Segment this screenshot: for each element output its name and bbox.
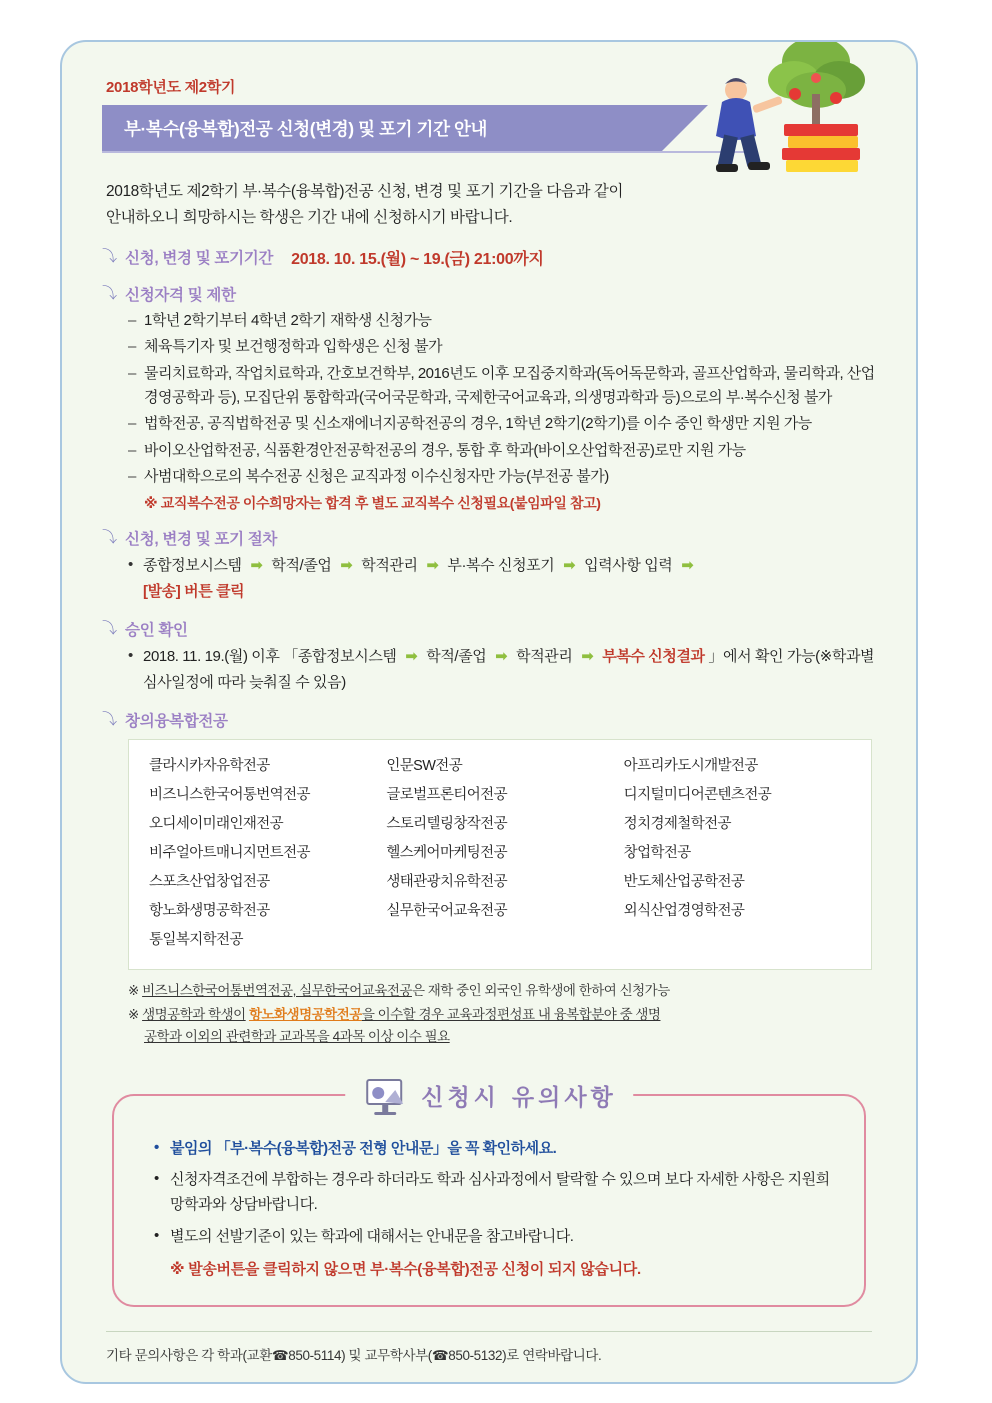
major-item: 스포츠산업창업전공	[149, 873, 270, 890]
intro-line-1: 2018학년도 제2학기 부·복수(융복합)전공 신청, 변경 및 포기 기간을 다음과 같이	[106, 183, 624, 200]
footnote-2-part-b: 을 이수할 경우 교육과정편성표 내 융복합분야 중 생명	[361, 1007, 661, 1023]
list-item	[128, 644, 876, 695]
section-period-value: 2018. 10. 15.(월) ~ 19.(금) 21:00까지	[291, 251, 544, 269]
footnote-1	[128, 980, 872, 1002]
procedure-step-2: 학적/졸업	[271, 557, 332, 575]
major-item: 생태관광치유학전공	[386, 873, 507, 890]
footnote-mark: ※	[128, 982, 139, 998]
list-item: – 1학년 2학기부터 4학년 2학기 재학생 신청가능	[128, 309, 876, 333]
kicker-text: 2018학년도 제2학기	[106, 79, 236, 96]
convergence-footnotes	[128, 980, 872, 1048]
section-qualification-title: 신청자격 및 제한	[125, 287, 236, 305]
list-item: – 법학전공, 공직법학전공 및 신소재에너지공학전공의 경우, 1학년 2학기(2학기)를 이수 중인 학생만 지원 가능	[128, 412, 876, 436]
section-approval-title: 승인 확인	[125, 622, 188, 640]
intro-line-2: 안내하오니 희망하시는 학생은 기간 내에 신청하시기 바랍니다.	[106, 208, 513, 226]
procedure-step-1: 종합정보시스템	[143, 557, 242, 575]
major-item: 스토리텔링창작전공	[386, 816, 507, 833]
title-banner	[102, 105, 662, 151]
section-period-title: 신청, 변경 및 포기기간	[125, 250, 274, 268]
notice-warning: ※ 발송버튼을 클릭하지 않으면 부·복수(융복합)전공 신청이 되지 않습니다.	[170, 1260, 641, 1278]
footnote-2-part-a: 생명공학과 학생이	[142, 1007, 246, 1023]
procedure-send-button-label: [발송] 버튼 클릭	[143, 582, 245, 600]
procedure-step-3: 학적관리	[361, 557, 418, 575]
list-item: – 물리치료학과, 작업치료학과, 간호보건학부, 2016년도 이후 모집중지학과(독어독문학과, 골프산업학과, 물리학과, 산업경영공학과 등), 모집단위 통합학과(국어국문학과, 국제한국어교육과, 의생명과학과 등)으로의 부·복수신청 불가	[128, 362, 876, 411]
footnote-2-link: 항노화생명공학전공	[248, 1007, 362, 1023]
footnote-1-rest: 은 재학 중인 외국인 유학생에 한하여 신청가능	[411, 982, 670, 998]
arrow-right-icon: ➡	[250, 557, 263, 575]
notice-box	[112, 1085, 866, 1307]
footer-contact: 기타 문의사항은 각 학과(교환☎850-5114) 및 교무학사부(☎850-5132)로 연락바랍니다.	[106, 1331, 872, 1364]
approval-path-2: 학적/졸업	[426, 648, 487, 666]
major-item: 글로벌프론티어전공	[386, 787, 507, 804]
arrow-right-icon: ➡	[563, 557, 576, 575]
arrow-icon: ⤵	[102, 620, 118, 638]
major-item: 정치경제철학전공	[623, 816, 731, 833]
major-item	[386, 928, 613, 953]
approval-path-4: 부복수 신청결과	[602, 648, 705, 666]
list-item: • 붙임의 「부·복수(융복합)전공 전형 안내문」을 꼭 확인하세요.	[154, 1137, 838, 1162]
list-item: – 사범대학으로의 복수전공 신청은 교직과정 이수신청자만 가능(부전공 불가)	[128, 465, 876, 489]
major-item: 비즈니스한국어통번역전공	[149, 787, 310, 804]
arrow-icon: ⤵	[102, 711, 118, 729]
section-procedure-title: 신청, 변경 및 포기 절차	[125, 531, 278, 549]
approval-path-1: 「종합정보시스템	[283, 648, 397, 666]
section-period	[102, 246, 876, 269]
notice-heading	[345, 1076, 633, 1116]
qualification-note: ※ 교직복수전공 이수희망자는 합격 후 별도 교직복수 신청필요(붙임파일 참고)	[144, 495, 601, 512]
arrow-icon: ⤵	[102, 248, 118, 266]
arrow-right-icon: ➡	[340, 557, 353, 575]
arrow-right-icon: ➡	[681, 557, 694, 575]
poster-card	[60, 40, 918, 1384]
major-item: 아프리카도시개발전공	[623, 758, 758, 775]
major-item: 클라시카자유학전공	[149, 758, 270, 775]
list-item: • 신청자격조건에 부합하는 경우라 하더라도 학과 심사과정에서 탈락할 수 있으며 보다 자세한 사항은 지원희망학과와 상담바랍니다.	[154, 1168, 838, 1218]
qualification-list	[128, 309, 876, 489]
major-item: 외식산업경영학전공	[623, 902, 745, 919]
major-item: 인문SW전공	[386, 758, 463, 775]
major-item: 오디세이미래인재전공	[149, 816, 284, 833]
tree-books-illustration	[664, 40, 894, 192]
notice-list	[154, 1137, 838, 1250]
footnote-mark: ※	[128, 1007, 139, 1023]
section-qualification	[102, 283, 876, 305]
arrow-right-icon: ➡	[581, 648, 594, 666]
major-item: 헬스케어마케팅전공	[386, 845, 507, 862]
list-item: – 바이오산업학전공, 식품환경안전공학전공의 경우, 통합 후 학과(바이오산업학전공)로만 지원 가능	[128, 439, 876, 463]
major-item: 창업학전공	[623, 845, 691, 862]
approval-list	[128, 644, 876, 695]
major-item: 통일복지학전공	[149, 931, 243, 948]
majors-table	[128, 739, 872, 970]
list-item: • 별도의 선발기준이 있는 학과에 대해서는 안내문을 참고바랍니다.	[154, 1225, 838, 1250]
major-item: 항노화생명공학전공	[149, 902, 270, 919]
major-item: 비주얼아트매니지먼트전공	[149, 845, 310, 862]
page-title: 부·복수(융복합)전공 신청(변경) 및 포기 기간 안내	[124, 118, 488, 139]
arrow-right-icon: ➡	[405, 648, 418, 666]
megaphone-board-icon	[361, 1076, 409, 1116]
footnote-1-link: 비즈니스한국어통번역전공, 실무한국어교육전공	[142, 982, 412, 998]
header	[102, 76, 876, 153]
major-item	[624, 928, 851, 953]
section-procedure	[102, 527, 876, 549]
arrow-icon: ⤵	[102, 285, 118, 303]
section-approval	[102, 618, 876, 640]
header-divider	[102, 151, 757, 153]
procedure-list	[128, 553, 876, 604]
arrow-icon: ⤵	[102, 529, 118, 547]
footnote-2-part-c: 공학과 이외의 관련학과 교과목을 4과목 이상 이수 필요	[144, 1028, 450, 1044]
notice-heading-text: 신청시 유의사항	[421, 1085, 617, 1112]
major-item: 디지털미디어콘텐츠전공	[623, 787, 772, 804]
section-convergence	[102, 709, 876, 731]
footnote-2	[128, 1004, 872, 1047]
procedure-step-4: 부·복수 신청포기	[447, 557, 555, 575]
approval-tail: 」에서 확인 가능(※학과별 심사일정에 따라 늦춰질 수 있음)	[143, 648, 875, 691]
approval-path-3: 학적관리	[516, 648, 573, 666]
list-item	[128, 553, 876, 604]
major-item: 반도체산업공학전공	[623, 873, 745, 890]
approval-date: 2018. 11. 19.(월) 이후	[143, 648, 280, 666]
section-convergence-title: 창의융복합전공	[125, 713, 228, 731]
arrow-right-icon: ➡	[426, 557, 439, 575]
procedure-step-5: 입력사항 입력	[584, 557, 673, 575]
major-item: 실무한국어교육전공	[386, 902, 507, 919]
arrow-right-icon: ➡	[495, 648, 508, 666]
list-item: – 체육특기자 및 보건행정학과 입학생은 신청 불가	[128, 335, 876, 359]
